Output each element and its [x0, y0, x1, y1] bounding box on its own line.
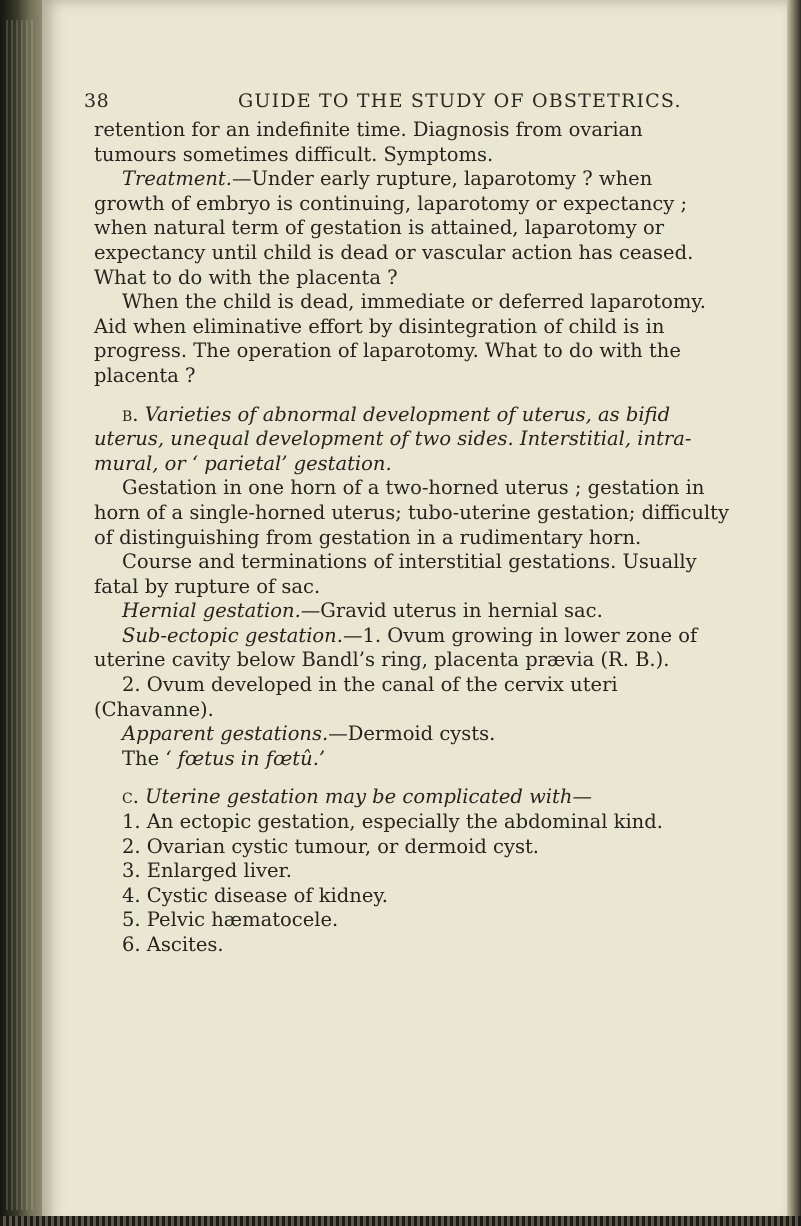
page-edge: [787, 0, 801, 1226]
page-body: [94, 118, 730, 958]
text-line: When the child is dead, immediate or deferred laparotomy.: [122, 290, 706, 314]
text-line: What to do with the placenta ?: [94, 265, 398, 289]
text-line: uterus, unequal development of two sides. Interstitial, intra-: [94, 427, 692, 451]
text-line: The ‘ fœtus in fœtû.’: [122, 746, 326, 770]
text-line: fatal by rupture of sac.: [94, 574, 321, 598]
text-line: Sub-ectopic gestation.—1. Ovum growing in lower zone of: [122, 623, 698, 647]
list-item: 3. Enlarged liver.: [122, 859, 292, 883]
text-line: tumours sometimes difficult. Symptoms.: [94, 142, 494, 166]
text-line: Course and terminations of interstitial gestations. Usually: [122, 550, 697, 574]
text-line: Gestation in one horn of a two-horned uterus ; gestation in: [122, 476, 705, 500]
text-line: expectancy until child is dead or vascular action has ceased.: [94, 240, 694, 264]
page-number: 38: [84, 90, 110, 112]
text-line: placenta ?: [94, 363, 196, 387]
text-line: growth of embryo is continuing, laparotomy or expectancy ;: [94, 191, 688, 215]
text-line: mural, or ‘ parietal’ gestation.: [94, 451, 392, 475]
list-item: 4. Cystic disease of kidney.: [122, 883, 388, 907]
text-line: progress. The operation of laparotomy. What to do with the: [94, 339, 681, 363]
list-item: 6. Ascites.: [122, 933, 224, 956]
text-line: of distinguishing from gestation in a rudimentary horn.: [94, 525, 642, 549]
list-item: 5. Pelvic hæmatocele.: [122, 908, 339, 932]
bottom-page-edge: [0, 1216, 801, 1226]
section-b-heading: b. Varieties of abnormal development of uterus, as bifid: [122, 402, 671, 426]
text-line: Treatment.—Under early rupture, laparotomy ? when: [122, 167, 653, 191]
book-page: [42, 0, 787, 1226]
text-line: Hernial gestation.—Gravid uterus in hernial sac.: [122, 599, 603, 623]
text-line: Apparent gestations.—Dermoid cysts.: [122, 722, 496, 746]
section-c-heading: c. Uterine gestation may be complicated with—: [122, 785, 592, 809]
list-item: 2. Ovarian cystic tumour, or dermoid cyst.: [122, 834, 540, 858]
text-line: uterine cavity below Bandl’s ring, placenta prævia (R. B.).: [94, 648, 670, 672]
book-binding: [0, 0, 42, 1226]
text-line: horn of a single-horned uterus; tubo-uterine gestation; difficulty: [94, 500, 730, 524]
list-item: 1. An ectopic gestation, especially the abdominal kind.: [122, 810, 663, 834]
binding-stitching: [6, 20, 34, 1210]
running-title: GUIDE TO THE STUDY OF OBSTETRICS.: [238, 90, 682, 112]
text-line: (Chavanne).: [94, 697, 214, 721]
text-line: when natural term of gestation is attained, laparotomy or: [94, 216, 665, 240]
text-line: 2. Ovum developed in the canal of the cervix uteri: [122, 673, 618, 697]
text-line: retention for an indefinite time. Diagnosis from ovarian: [94, 118, 643, 141]
text-line: Aid when eliminative effort by disintegration of child is in: [94, 314, 665, 338]
